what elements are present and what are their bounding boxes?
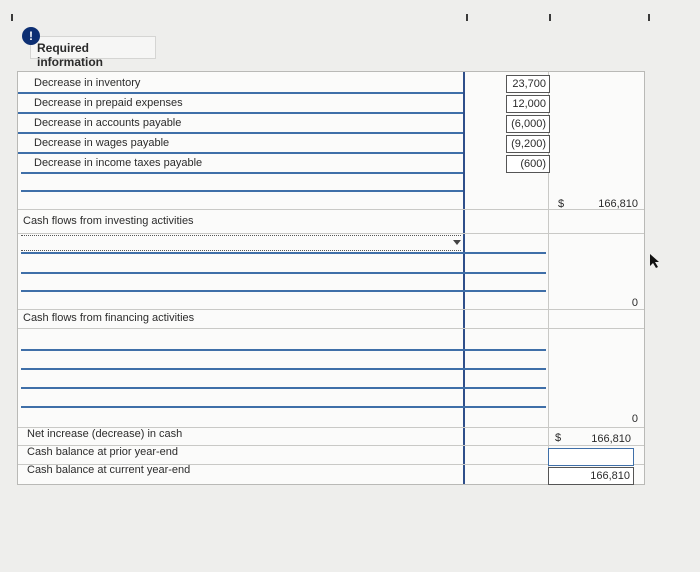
row-line [21, 190, 463, 192]
operating-total-currency: $ [558, 198, 565, 210]
row-line [18, 233, 644, 234]
financing-total-value: 0 [631, 413, 638, 425]
row-line [18, 152, 463, 154]
info-icon [22, 27, 40, 45]
net-increase-label: Net increase (decrease) in cash [27, 428, 183, 440]
top-tick-3 [549, 14, 551, 21]
operating-total-value: 166,810 [598, 198, 638, 210]
top-tick-2 [466, 14, 468, 21]
row-line [21, 252, 546, 254]
prior-balance-field[interactable] [548, 448, 634, 466]
row-line [18, 132, 463, 134]
row-line [21, 406, 546, 408]
operating-row-label: Decrease in wages payable [34, 137, 170, 149]
current-balance-field[interactable]: 166,810 [548, 467, 634, 485]
row-line [18, 92, 463, 94]
financing-heading: Cash flows from financing activities [23, 312, 195, 324]
top-tick-4 [648, 14, 650, 21]
row-line [21, 172, 463, 174]
operating-value-field[interactable]: 23,700 [506, 75, 550, 93]
operating-row-label: Decrease in prepaid expenses [34, 97, 183, 109]
prior-balance-label: Cash balance at prior year-end [27, 446, 179, 458]
row-line [18, 328, 644, 329]
cash-flow-table [17, 71, 645, 485]
mouse-cursor-icon [648, 253, 662, 269]
operating-row-label: Decrease in income taxes payable [34, 157, 203, 169]
operating-value-field[interactable]: (6,000) [506, 115, 550, 133]
operating-row-label: Decrease in accounts payable [34, 117, 182, 129]
row-line [21, 368, 546, 370]
operating-value-field[interactable]: (9,200) [506, 135, 550, 153]
row-line [21, 349, 546, 351]
top-tick-1 [11, 14, 13, 21]
row-line [21, 290, 546, 292]
current-balance-label: Cash balance at current year-end [27, 464, 191, 476]
operating-value-field[interactable]: 12,000 [506, 95, 550, 113]
net-increase-currency: $ [555, 432, 562, 444]
row-line [21, 387, 546, 389]
col-divider-1 [463, 72, 465, 484]
row-line [18, 309, 644, 310]
row-line [21, 272, 546, 274]
chevron-down-icon[interactable] [453, 240, 461, 245]
operating-row-label: Decrease in inventory [34, 77, 141, 89]
col-divider-2 [548, 72, 549, 484]
info-glyph: ! [29, 29, 33, 43]
investing-heading: Cash flows from investing activities [23, 215, 194, 227]
operating-value-field[interactable]: (600) [506, 155, 550, 173]
required-information-title: Required information [37, 41, 103, 69]
net-increase-value: 166,810 [591, 433, 631, 445]
investing-select-field[interactable] [21, 235, 461, 251]
row-line [18, 209, 644, 210]
required-information-tab[interactable] [30, 36, 156, 69]
investing-total-value: 0 [631, 297, 638, 309]
row-line [18, 112, 463, 114]
